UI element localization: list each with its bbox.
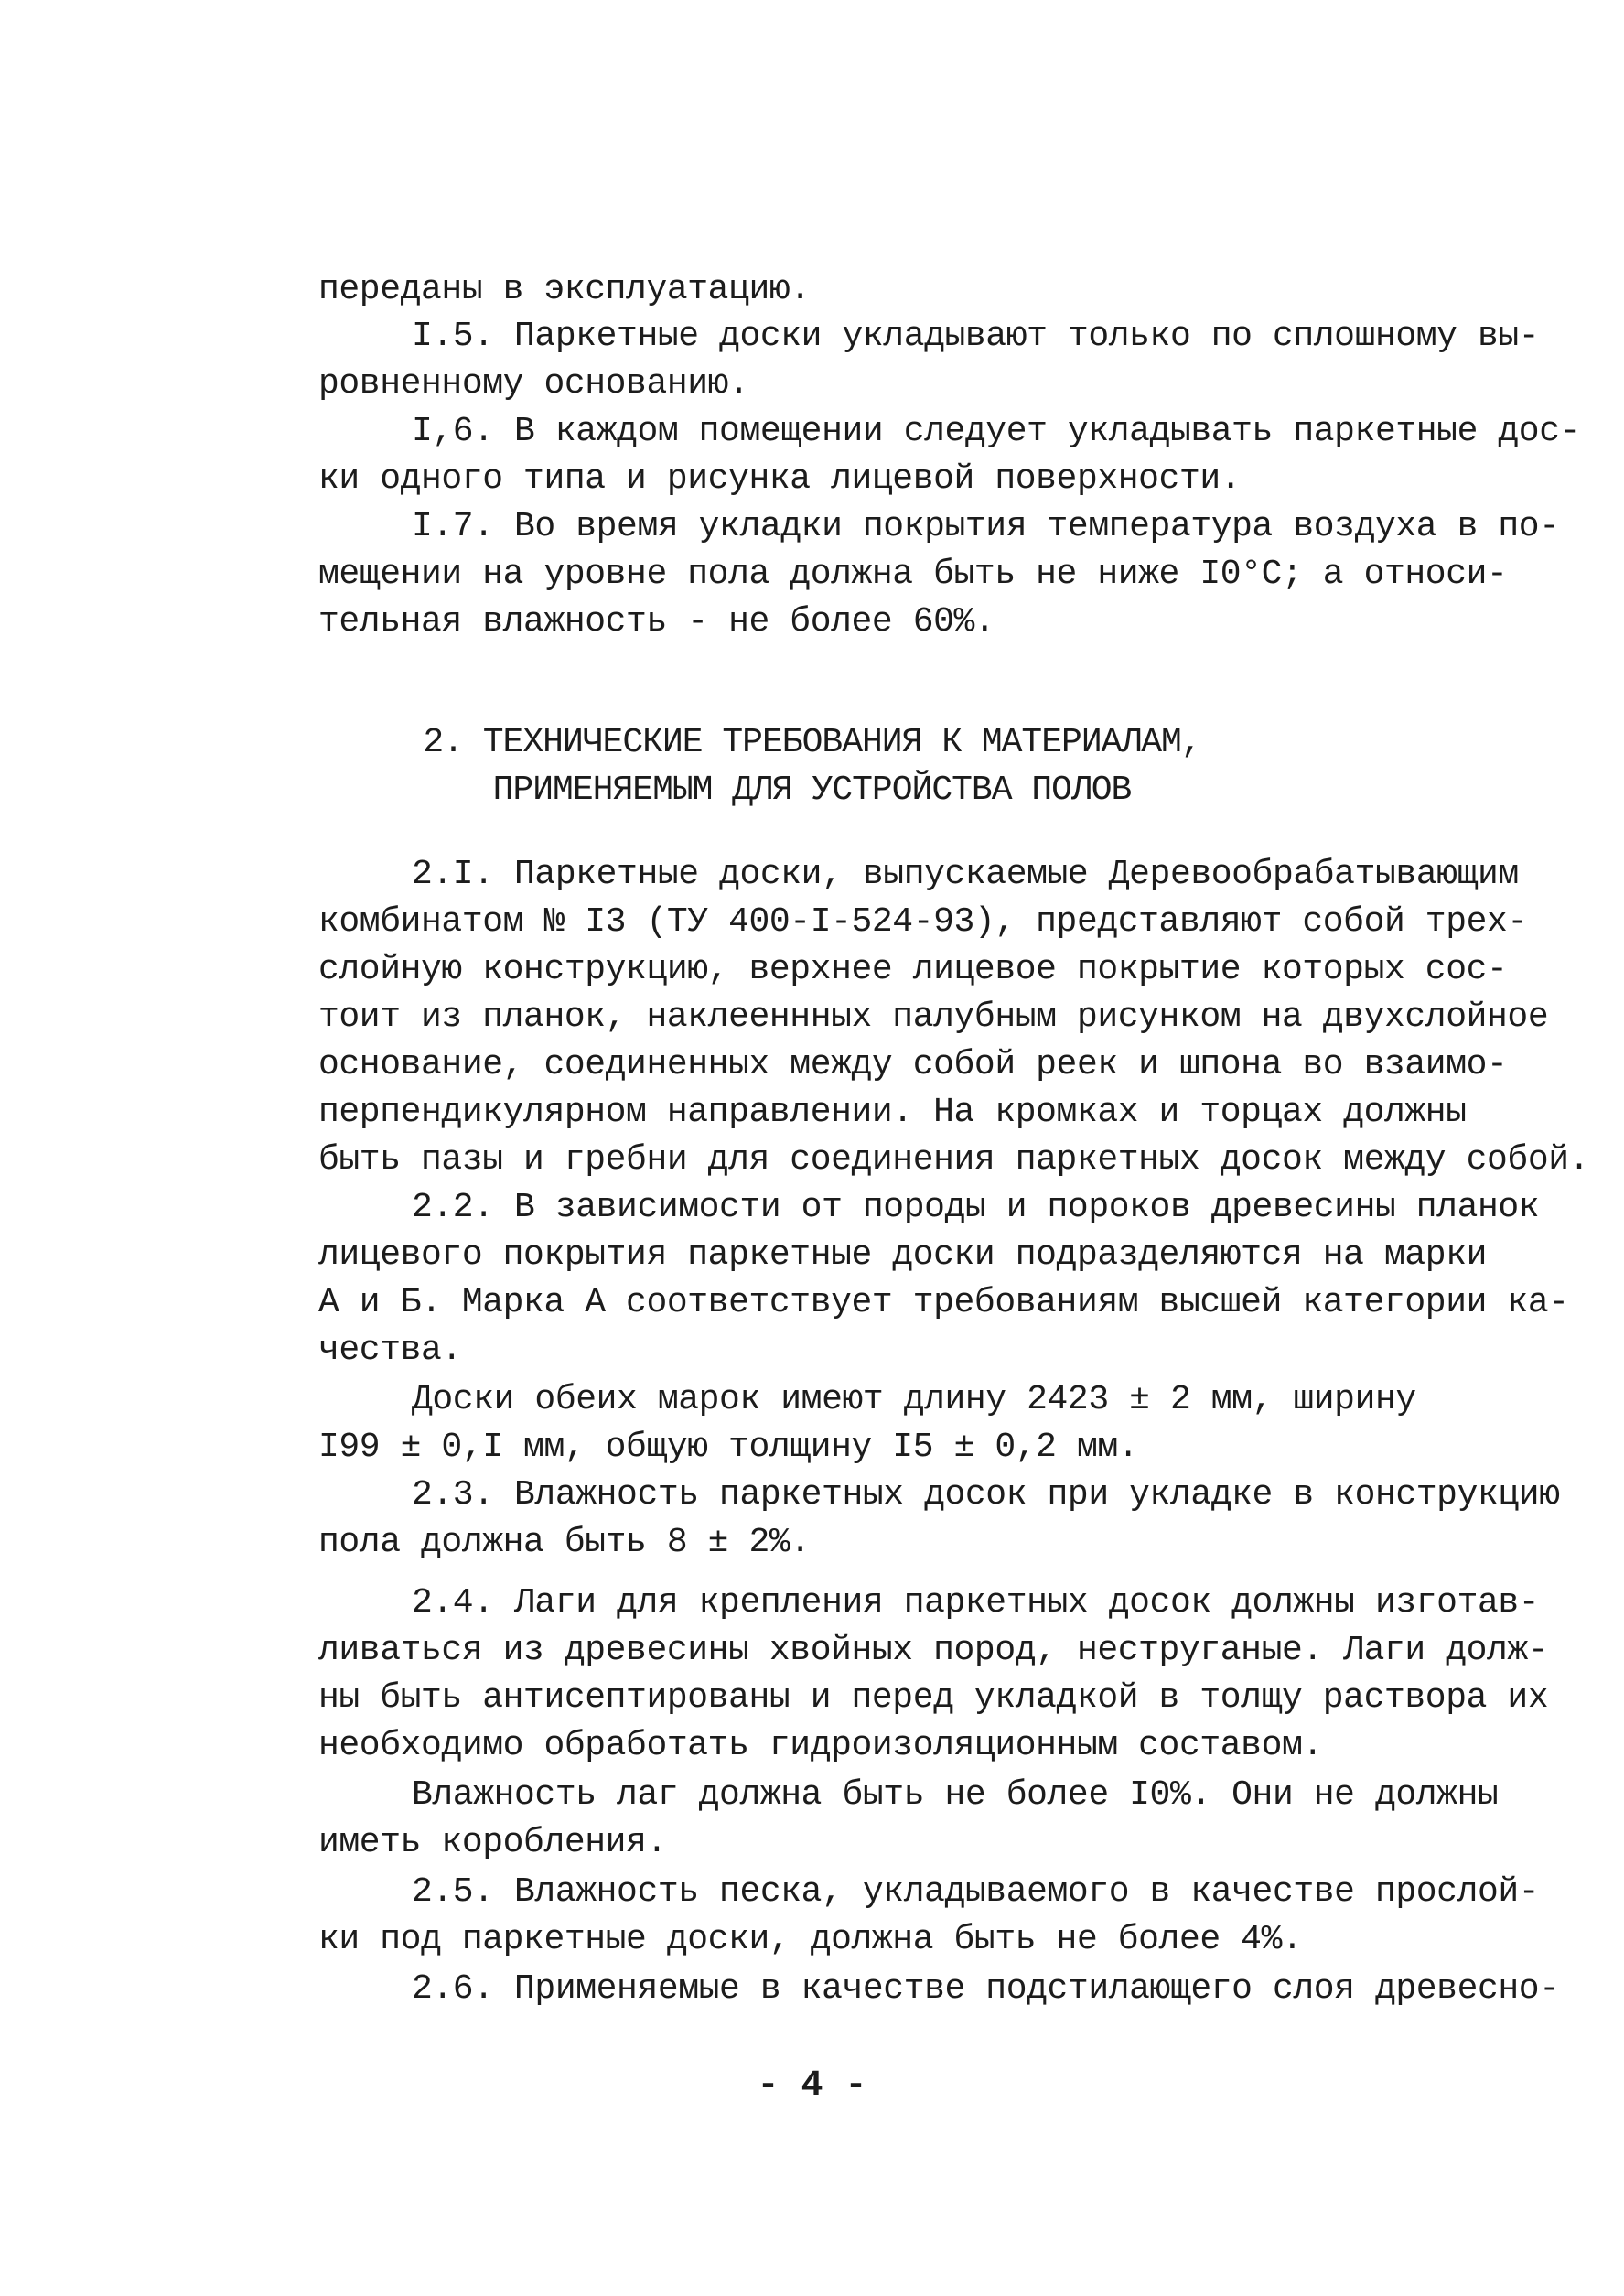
- text-line: 2.4. Лаги для крепления паркетных досок должны изготав-: [412, 1583, 1540, 1622]
- text-line: 2.6. Применяемые в качестве подстилающего слоя древесно-: [412, 1969, 1560, 2009]
- section-heading-line-1: 2. ТЕХНИЧЕСКИЕ ТРЕБОВАНИЯ К МАТЕРИАЛАМ,: [423, 723, 1201, 762]
- text-line: ливаться из древесины хвойных пород, неструганые. Лаги долж-: [318, 1631, 1549, 1670]
- text-line: основание, соединенных между собой реек и шпона во взаимо-: [318, 1045, 1508, 1084]
- text-line: быть пазы и гребни для соединения паркетных досок между собой.: [318, 1140, 1590, 1180]
- text-line: I.5. Паркетные доски укладывают только по сплошному вы-: [412, 317, 1540, 356]
- text-line: перпендикулярном направлении. На кромках и торцах должны: [318, 1093, 1467, 1132]
- text-line: ровненному основанию.: [318, 364, 749, 404]
- text-line: 2.2. В зависимости от породы и пороков древесины планок: [412, 1188, 1540, 1227]
- text-line: лицевого покрытия паркетные доски подразделяются на марки: [318, 1235, 1488, 1275]
- section-heading-line-2: ПРИМЕНЯЕМЫМ ДЛЯ УСТРОЙСТВА ПОЛОВ: [492, 771, 1132, 810]
- text-line: ки одного типа и рисунка лицевой поверхности.: [318, 459, 1242, 499]
- text-line: переданы в эксплуатацию.: [318, 270, 811, 309]
- text-line: 2.5. Влажность песка, укладываемого в качестве прослой-: [412, 1872, 1540, 1912]
- text-line: 2.3. Влажность паркетных досок при укладке в конструкцию: [412, 1475, 1560, 1514]
- text-line: пола должна быть 8 ± 2%.: [318, 1523, 811, 1562]
- text-line: необходимо обработать гидроизоляционным составом.: [318, 1726, 1323, 1765]
- text-line: ки под паркетные доски, должна быть не более 4%.: [318, 1920, 1303, 1959]
- text-line: ны быть антисептированы и перед укладкой в толщу раствора их: [318, 1678, 1549, 1718]
- text-line: комбинатом № I3 (ТУ 400-I-524-93), представляют собой трех-: [318, 902, 1528, 942]
- text-line: I99 ± 0,I мм, общую толщину I5 ± 0,2 мм.: [318, 1428, 1139, 1467]
- text-line: чества.: [318, 1331, 462, 1370]
- page-number: - 4 -: [757, 2065, 867, 2107]
- text-line: тоит из планок, наклееннных палубным рисунком на двухслойное: [318, 997, 1549, 1037]
- text-line: тельная влажность - не более 60%.: [318, 602, 995, 641]
- text-line: А и Б. Марка А соответствует требованиям высшей категории ка-: [318, 1283, 1569, 1322]
- text-line: Влажность лаг должна быть не более I0%. Они не должны: [412, 1775, 1499, 1815]
- text-line: слойную конструкцию, верхнее лицевое покрытие которых сос-: [318, 950, 1508, 989]
- text-line: мещении на уровне пола должна быть не ниже I0°С; а относи-: [318, 555, 1508, 594]
- text-line: Доски обеих марок имеют длину 2423 ± 2 мм, ширину: [412, 1380, 1416, 1419]
- text-line: иметь коробления.: [318, 1823, 667, 1862]
- text-line: I.7. Во время укладки покрытия температура воздуха в по-: [412, 507, 1560, 546]
- text-line: I,6. В каждом помещении следует укладывать паркетные дос-: [412, 412, 1581, 451]
- text-line: 2.I. Паркетные доски, выпускаемые Деревообрабатывающим: [412, 855, 1519, 894]
